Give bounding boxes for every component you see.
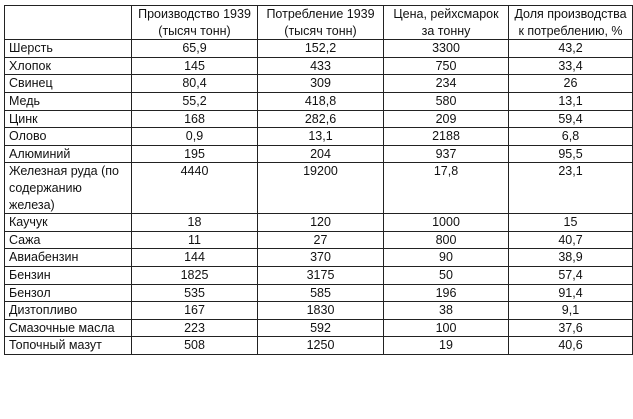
production-value: 4440: [132, 163, 258, 214]
resource-name: Железная руда (по содержанию железа): [5, 163, 132, 214]
table-row: [5, 231, 633, 249]
price-value: 750: [384, 57, 509, 75]
resource-name: Алюминий: [5, 145, 132, 163]
production-value: 1825: [132, 266, 258, 284]
price-value: 17,8: [384, 163, 509, 214]
price-value: 234: [384, 75, 509, 93]
share-value: 37,6: [509, 319, 633, 337]
table-row: [5, 145, 633, 163]
consumption-value: 1830: [258, 302, 384, 320]
production-value: 223: [132, 319, 258, 337]
consumption-value: 282,6: [258, 110, 384, 128]
share-value: 13,1: [509, 92, 633, 110]
price-value: 2188: [384, 128, 509, 146]
consumption-value: 585: [258, 284, 384, 302]
production-value: 145: [132, 57, 258, 75]
price-value: 937: [384, 145, 509, 163]
resource-name: Олово: [5, 128, 132, 146]
share-value: 43,2: [509, 40, 633, 58]
consumption-value: 433: [258, 57, 384, 75]
consumption-value: 3175: [258, 266, 384, 284]
table-row: [5, 302, 633, 320]
share-value: 91,4: [509, 284, 633, 302]
price-value: 19: [384, 337, 509, 355]
production-value: 168: [132, 110, 258, 128]
header-row: [5, 6, 633, 40]
resource-name: Сажа: [5, 231, 132, 249]
consumption-value: 370: [258, 249, 384, 267]
production-value: 535: [132, 284, 258, 302]
price-value: 38: [384, 302, 509, 320]
consumption-value: 27: [258, 231, 384, 249]
resource-name: Медь: [5, 92, 132, 110]
table-row: [5, 266, 633, 284]
price-value: 580: [384, 92, 509, 110]
resource-name: Цинк: [5, 110, 132, 128]
price-value: 209: [384, 110, 509, 128]
resources-table: [4, 5, 633, 355]
table-row: [5, 214, 633, 232]
price-value: 100: [384, 319, 509, 337]
production-value: 167: [132, 302, 258, 320]
production-value: 80,4: [132, 75, 258, 93]
resource-name: Каучук: [5, 214, 132, 232]
share-value: 40,6: [509, 337, 633, 355]
header-share: Доля производства к потреблению, %: [509, 6, 633, 40]
header-price: Цена, рейхсмарок за тонну: [384, 6, 509, 40]
table-row: [5, 75, 633, 93]
consumption-value: 152,2: [258, 40, 384, 58]
resource-name: Смазочные масла: [5, 319, 132, 337]
share-value: 26: [509, 75, 633, 93]
table-row: [5, 110, 633, 128]
consumption-value: 13,1: [258, 128, 384, 146]
resource-name: Дизтопливо: [5, 302, 132, 320]
production-value: 65,9: [132, 40, 258, 58]
share-value: 95,5: [509, 145, 633, 163]
resource-name: Шерсть: [5, 40, 132, 58]
production-value: 0,9: [132, 128, 258, 146]
price-value: 1000: [384, 214, 509, 232]
price-value: 3300: [384, 40, 509, 58]
price-value: 800: [384, 231, 509, 249]
production-value: 508: [132, 337, 258, 355]
table-row: [5, 284, 633, 302]
share-value: 59,4: [509, 110, 633, 128]
resource-name: Бензин: [5, 266, 132, 284]
table-row: [5, 249, 633, 267]
resource-name: Хлопок: [5, 57, 132, 75]
consumption-value: 592: [258, 319, 384, 337]
consumption-value: 1250: [258, 337, 384, 355]
consumption-value: 418,8: [258, 92, 384, 110]
table-row: [5, 319, 633, 337]
resource-name: Авиабензин: [5, 249, 132, 267]
price-value: 90: [384, 249, 509, 267]
production-value: 11: [132, 231, 258, 249]
consumption-value: 204: [258, 145, 384, 163]
resource-name: Топочный мазут: [5, 337, 132, 355]
header-consumption: Потребление 1939 (тысяч тонн): [258, 6, 384, 40]
resource-name: Свинец: [5, 75, 132, 93]
share-value: 40,7: [509, 231, 633, 249]
price-value: 50: [384, 266, 509, 284]
table-row: [5, 92, 633, 110]
consumption-value: 19200: [258, 163, 384, 214]
production-value: 18: [132, 214, 258, 232]
table-row: [5, 337, 633, 355]
share-value: 9,1: [509, 302, 633, 320]
header-cell-empty: [5, 6, 132, 40]
table-row: [5, 40, 633, 58]
share-value: 57,4: [509, 266, 633, 284]
price-value: 196: [384, 284, 509, 302]
header-production: Производство 1939 (тысяч тонн): [132, 6, 258, 40]
resource-name: Бензол: [5, 284, 132, 302]
production-value: 195: [132, 145, 258, 163]
table-row: [5, 163, 633, 214]
table-row: [5, 57, 633, 75]
share-value: 38,9: [509, 249, 633, 267]
table-row: [5, 128, 633, 146]
production-value: 55,2: [132, 92, 258, 110]
consumption-value: 120: [258, 214, 384, 232]
share-value: 33,4: [509, 57, 633, 75]
share-value: 6,8: [509, 128, 633, 146]
production-value: 144: [132, 249, 258, 267]
share-value: 15: [509, 214, 633, 232]
share-value: 23,1: [509, 163, 633, 214]
consumption-value: 309: [258, 75, 384, 93]
